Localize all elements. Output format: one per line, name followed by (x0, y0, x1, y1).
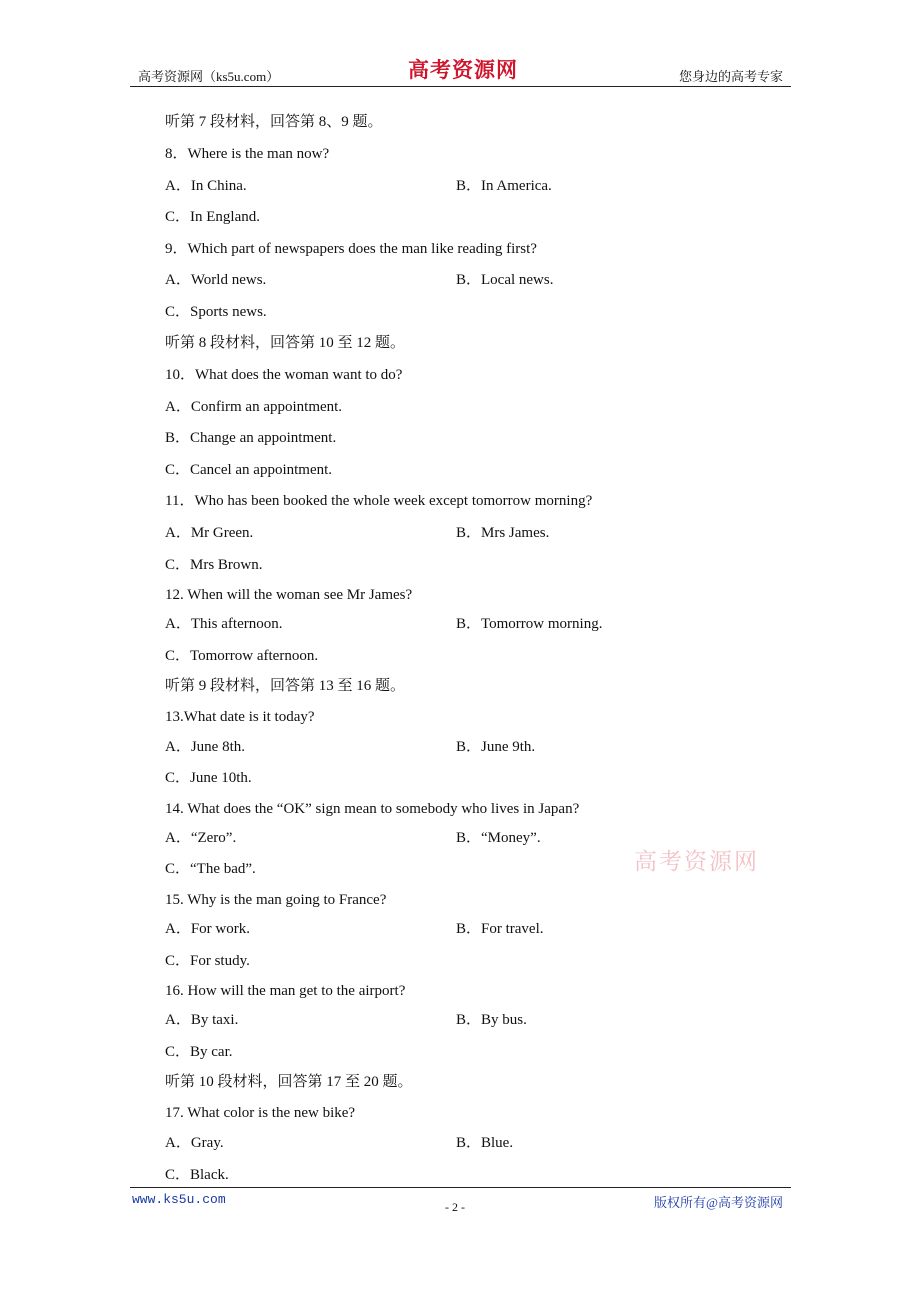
option-b: B．By bus. (456, 1012, 527, 1028)
question-line: A．World news. (165, 272, 267, 288)
option-b: B．June 9th. (456, 739, 536, 755)
question-line: A．In China. (165, 178, 247, 194)
question-line: 16. How will the man get to the airport? (165, 983, 406, 999)
option-b: B．For travel. (456, 921, 544, 937)
question-line: A．“Zero”. (165, 830, 237, 846)
question-line: 17. What color is the new bike? (165, 1105, 356, 1121)
question-line: A．For work. (165, 921, 250, 937)
question-line: A．June 8th. (165, 739, 245, 755)
question-line: C．By car. (165, 1044, 233, 1060)
question-line: B．Change an appointment. (165, 430, 337, 446)
watermark-logo: 高考资源网 (634, 849, 759, 875)
question-line: 8．Where is the man now? (165, 146, 330, 162)
question-line: A．Confirm an appointment. (165, 399, 343, 415)
option-b: B．Blue. (456, 1135, 514, 1151)
question-line: C．For study. (165, 953, 250, 969)
question-line: 9．Which part of newspapers does the man like reading first? (165, 241, 537, 257)
question-line: 13.What date is it today? (165, 709, 315, 725)
page-number: - 2 - (445, 1200, 465, 1214)
footer-site-link[interactable]: www.ks5u.com (132, 1192, 226, 1207)
question-line: 听第 8 段材料，回答第 10 至 12 题。 (165, 335, 406, 351)
question-line: A．By taxi. (165, 1012, 239, 1028)
header-slogan: 您身边的高考专家 (678, 69, 783, 84)
header-site-name: 高考资源网（ks5u.com） (138, 69, 280, 84)
question-line: C．Tomorrow afternoon. (165, 648, 319, 664)
question-line: 14. What does the “OK” sign mean to somebody who lives in Japan? (165, 801, 580, 817)
question-line: C．“The bad”. (165, 861, 256, 877)
option-b: B．“Money”. (456, 830, 541, 846)
question-line: C．In England. (165, 209, 260, 225)
page-header (130, 52, 791, 87)
question-line: C．Cancel an appointment. (165, 462, 333, 478)
option-b: B．Mrs James. (456, 525, 550, 541)
option-b: B．In America. (456, 178, 552, 194)
question-line: 10．What does the woman want to do? (165, 367, 403, 383)
question-line: 15. Why is the man going to France? (165, 892, 387, 908)
header-logo: 高考资源网 (408, 57, 518, 82)
question-line: 听第 10 段材料，回答第 17 至 20 题。 (165, 1074, 413, 1090)
question-line: A．This afternoon. (165, 616, 283, 632)
question-line: 听第 9 段材料，回答第 13 至 16 题。 (165, 678, 406, 694)
page-footer (130, 1187, 791, 1228)
option-b: B．Local news. (456, 272, 554, 288)
question-line: C．Sports news. (165, 304, 267, 320)
option-b: B．Tomorrow morning. (456, 616, 603, 632)
question-line: A．Mr Green. (165, 525, 254, 541)
question-line: 11．Who has been booked the whole week except tomorrow morning? (165, 493, 593, 509)
footer-copyright: 版权所有@高考资源网 (654, 1195, 783, 1210)
question-line: C．June 10th. (165, 770, 252, 786)
question-line: 12. When will the woman see Mr James? (165, 587, 413, 603)
question-line: C．Mrs Brown. (165, 557, 263, 573)
question-line: A．Gray. (165, 1135, 224, 1151)
question-line: 听第 7 段材料，回答第 8、9 题。 (165, 114, 383, 130)
question-line: C．Black. (165, 1167, 229, 1183)
